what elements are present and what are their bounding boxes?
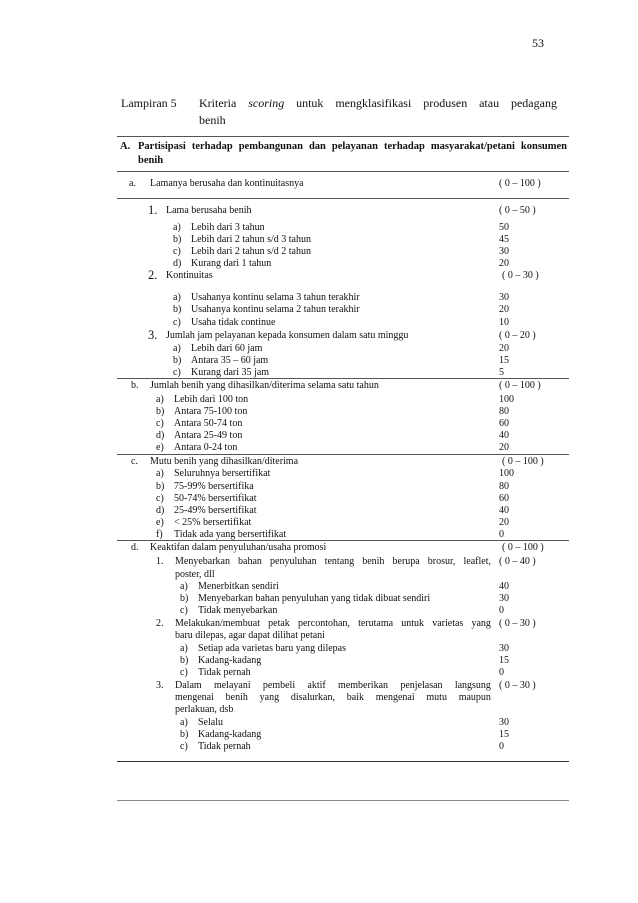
page-number: 53 xyxy=(532,36,544,50)
option-score: 15 xyxy=(499,355,509,366)
row-rule xyxy=(117,454,569,455)
sub-criterion-number: 2. xyxy=(148,268,158,282)
option-letter: d) xyxy=(156,430,165,441)
sub-criterion-line3: perlakuan, dsb xyxy=(175,704,234,715)
option-letter: a) xyxy=(156,394,164,405)
option-score: 50 xyxy=(499,222,509,233)
word: varietas xyxy=(432,618,464,629)
title-word: produsen xyxy=(423,96,468,110)
option-text: Lebih dari 2 tahun s/d 3 tahun xyxy=(191,234,311,245)
option-text: Menerbitkan sendiri xyxy=(198,581,279,592)
option-text: Seluruhnya bersertifikat xyxy=(174,468,271,479)
option-letter: a) xyxy=(173,343,181,354)
section-word: pelayanan xyxy=(331,141,378,152)
option-letter: b) xyxy=(173,234,182,245)
criterion-range: ( 0 – 100 ) xyxy=(499,178,541,189)
option-letter: a) xyxy=(180,581,188,592)
option-letter: a) xyxy=(173,292,181,303)
section-word: terhadap xyxy=(191,141,233,152)
option-letter: a) xyxy=(180,717,188,728)
option-text: Menyebarkan bahan penyuluhan yang tidak dibuat sendiri xyxy=(198,593,431,604)
word: bahan xyxy=(238,556,262,567)
section-word: Partisipasi xyxy=(138,141,186,152)
option-text: Tidak ada yang bersertifikat xyxy=(174,529,287,540)
sub-criterion-range: ( 0 – 30 ) xyxy=(499,680,536,691)
option-score: 60 xyxy=(499,493,509,504)
option-letter: d) xyxy=(173,258,182,269)
option-letter: b) xyxy=(180,593,189,604)
word: aktif xyxy=(307,680,326,691)
word: petak xyxy=(268,618,290,629)
sub-criterion-number: 1. xyxy=(156,556,164,567)
word: mengenai xyxy=(175,692,214,703)
option-letter: b) xyxy=(173,355,182,366)
option-score: 0 xyxy=(499,741,504,752)
title-word: scoring xyxy=(248,96,285,110)
option-letter: b) xyxy=(156,481,165,492)
word: Dalam xyxy=(175,680,202,691)
option-score: 0 xyxy=(499,667,504,678)
option-text: Kurang dari 1 tahun xyxy=(191,258,272,269)
option-text: Antara 35 – 60 jam xyxy=(191,355,269,366)
option-text: 50-74% bersertifikat xyxy=(174,493,257,504)
criterion-range: ( 0 – 100 ) xyxy=(502,456,544,467)
sub-criterion-line2: baru dilepas, agar dapat dilihat petani xyxy=(175,630,325,641)
option-score: 30 xyxy=(499,593,509,604)
option-text: Kadang-kadang xyxy=(198,729,262,740)
sub-criterion-range: ( 0 – 50 ) xyxy=(499,205,536,216)
word: disalurkan, xyxy=(290,692,335,703)
option-score: 40 xyxy=(499,430,509,441)
option-text: Selalu xyxy=(198,717,223,728)
sub-criterion-range: ( 0 – 30 ) xyxy=(502,270,539,281)
option-letter: c) xyxy=(173,317,181,328)
option-score: 20 xyxy=(499,517,509,528)
option-text: Lebih dari 3 tahun xyxy=(191,222,265,233)
word: untuk xyxy=(401,618,425,629)
option-letter: f) xyxy=(156,529,163,540)
word: memberikan xyxy=(338,680,389,691)
criterion-letter: c. xyxy=(131,456,138,467)
option-letter: c) xyxy=(180,667,188,678)
word: leaflet, xyxy=(463,556,491,567)
word: benih xyxy=(225,692,248,703)
option-letter: b) xyxy=(180,655,189,666)
word: pembeli xyxy=(262,680,296,691)
option-score: 20 xyxy=(499,304,509,315)
option-score: 15 xyxy=(499,729,509,740)
option-text: Usahanya kontinu selama 3 tahun terakhir xyxy=(191,292,360,303)
option-letter: c) xyxy=(156,493,164,504)
option-score: 40 xyxy=(499,505,509,516)
appendix-title-line1 xyxy=(199,96,557,111)
option-score: 100 xyxy=(499,394,514,405)
section-word: masyarakat/petani xyxy=(430,141,515,152)
word: mengenai xyxy=(375,692,415,703)
criterion-text: Jumlah benih yang dihasilkan/diterima selama satu tahun xyxy=(150,380,379,391)
option-letter: a) xyxy=(173,222,181,233)
sub-criterion-line1 xyxy=(175,556,491,567)
word: percontohan, xyxy=(297,618,350,629)
sub-criterion-number: 1. xyxy=(148,203,158,217)
word: penyuluhan xyxy=(270,556,317,567)
option-letter: e) xyxy=(156,442,164,453)
table-bottom-rule xyxy=(117,761,569,762)
option-score: 60 xyxy=(499,418,509,429)
option-text: < 25% bersertifikat xyxy=(174,517,252,528)
option-score: 30 xyxy=(499,643,509,654)
sub-criterion-text: Lama berusaha benih xyxy=(166,205,252,216)
option-score: 0 xyxy=(499,529,504,540)
option-score: 80 xyxy=(499,406,509,417)
option-score: 10 xyxy=(499,317,509,328)
sub-criterion-line2 xyxy=(175,692,491,703)
sub-criterion-number: 3. xyxy=(156,680,164,691)
section-word: dan xyxy=(308,141,326,152)
option-text: Tidak pernah xyxy=(198,741,251,752)
word: penjelasan xyxy=(400,680,443,691)
option-letter: c) xyxy=(156,418,164,429)
criterion-letter: a. xyxy=(129,178,136,189)
row-rule xyxy=(117,171,569,172)
section-title-line2: benih xyxy=(138,155,164,166)
word: benih xyxy=(362,556,385,567)
criterion-text: Keaktifan dalam penyuluhan/usaha promosi xyxy=(150,542,327,553)
option-text: Usahanya kontinu selama 2 tahun terakhir xyxy=(191,304,360,315)
option-letter: a) xyxy=(156,468,164,479)
title-word: pedagang xyxy=(510,96,557,110)
option-score: 20 xyxy=(499,442,509,453)
word: yang xyxy=(471,618,491,629)
section-word: terhadap xyxy=(384,141,425,152)
option-score: 30 xyxy=(499,246,509,257)
option-letter: a) xyxy=(180,643,188,654)
option-text: Antara 0-24 ton xyxy=(174,442,238,453)
option-text: Antara 25-49 ton xyxy=(174,430,243,441)
option-text: Lebih dari 2 tahun s/d 2 tahun xyxy=(191,246,311,257)
appendix-label: Lampiran 5 xyxy=(121,96,177,110)
criterion-text: Mutu benih yang dihasilkan/diterima xyxy=(150,456,299,467)
option-letter: c) xyxy=(173,246,181,257)
option-score: 15 xyxy=(499,655,509,666)
word: brosur, xyxy=(427,556,456,567)
option-score: 0 xyxy=(499,605,504,616)
criterion-letter: d. xyxy=(131,542,139,553)
option-text: 25-49% bersertifikat xyxy=(174,505,257,516)
word: melayani xyxy=(213,680,251,691)
option-text: Setiap ada varietas baru yang dilepas xyxy=(198,643,346,654)
sub-criterion-range: ( 0 – 20 ) xyxy=(499,330,536,341)
option-score: 100 xyxy=(499,468,514,479)
option-text: Usaha tidak continue xyxy=(191,317,276,328)
section-word: pembangunan xyxy=(238,141,303,152)
option-score: 40 xyxy=(499,581,509,592)
option-letter: e) xyxy=(156,517,164,528)
criterion-text: Lamanya berusaha dan kontinuitasnya xyxy=(150,178,304,189)
word: langsung xyxy=(454,680,491,691)
row-rule xyxy=(117,198,569,199)
sub-criterion-line1 xyxy=(175,680,491,691)
option-score: 20 xyxy=(499,343,509,354)
word: tentang xyxy=(324,556,355,567)
option-text: Antara 50-74 ton xyxy=(174,418,243,429)
option-text: Kurang dari 35 jam xyxy=(191,367,270,378)
criterion-range: ( 0 – 100 ) xyxy=(499,380,541,391)
option-score: 80 xyxy=(499,481,509,492)
title-word: atau xyxy=(479,96,500,110)
word: terutama xyxy=(358,618,394,629)
word: maupun xyxy=(458,692,491,703)
option-text: Tidak menyebarkan xyxy=(198,605,278,616)
sub-criterion-text: Kontinuitas xyxy=(166,270,213,281)
word: Menyebarkan xyxy=(175,556,230,567)
title-word: untuk xyxy=(296,96,324,110)
criterion-range: ( 0 – 100 ) xyxy=(502,542,544,553)
option-letter: b) xyxy=(156,406,165,417)
sub-criterion-number: 3. xyxy=(148,328,158,342)
word: Melakukan/membuat xyxy=(175,618,260,629)
option-letter: b) xyxy=(180,729,189,740)
option-score: 30 xyxy=(499,717,509,728)
option-letter: d) xyxy=(156,505,165,516)
option-score: 20 xyxy=(499,258,509,269)
option-letter: b) xyxy=(173,304,182,315)
option-score: 30 xyxy=(499,292,509,303)
criterion-letter: b. xyxy=(131,380,139,391)
option-text: Lebih dari 100 ton xyxy=(174,394,249,405)
option-text: Kadang-kadang xyxy=(198,655,262,666)
sub-criterion-line1 xyxy=(175,618,491,629)
option-letter: c) xyxy=(180,741,188,752)
option-letter: c) xyxy=(180,605,188,616)
word: baik xyxy=(346,692,364,703)
section-title-line1 xyxy=(138,141,567,152)
section-word: konsumen xyxy=(520,141,567,152)
sub-criterion-number: 2. xyxy=(156,618,164,629)
option-text: Lebih dari 60 jam xyxy=(191,343,263,354)
section-letter: A. xyxy=(120,141,131,152)
option-text: Tidak pernah xyxy=(198,667,251,678)
appendix-title-line2: benih xyxy=(199,113,226,127)
row-rule xyxy=(117,540,569,541)
table-top-rule xyxy=(117,136,569,137)
row-rule xyxy=(117,378,569,379)
option-text: 75-99% bersertifika xyxy=(174,481,254,492)
word: berupa xyxy=(392,556,420,567)
word: mutu xyxy=(426,692,447,703)
sub-criterion-range: ( 0 – 30 ) xyxy=(499,618,536,629)
footer-rule xyxy=(117,800,569,801)
sub-criterion-text: Jumlah jam pelayanan kepada konsumen dalam satu minggu xyxy=(166,330,409,341)
word: yang xyxy=(259,692,280,703)
option-score: 5 xyxy=(499,367,504,378)
sub-criterion-line2: poster, dll xyxy=(175,569,215,580)
option-text: Antara 75-100 ton xyxy=(174,406,248,417)
title-word: mengklasifikasi xyxy=(335,96,412,110)
option-score: 45 xyxy=(499,234,509,245)
title-word: Kriteria xyxy=(199,96,237,110)
option-letter: c) xyxy=(173,367,181,378)
sub-criterion-range: ( 0 – 40 ) xyxy=(499,556,536,567)
